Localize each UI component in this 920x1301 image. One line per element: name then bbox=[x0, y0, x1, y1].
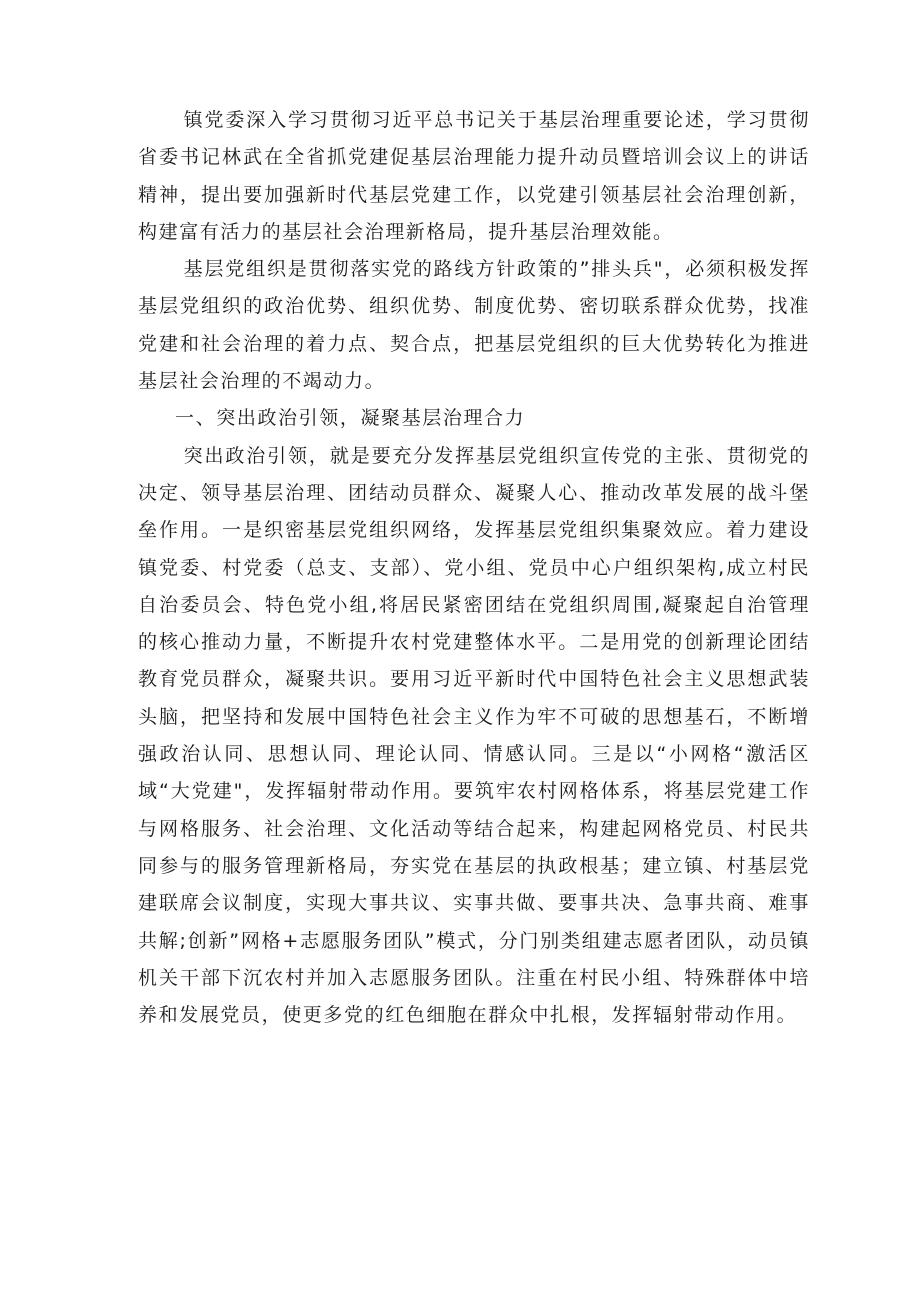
paragraph-intro: 镇党委深入学习贯彻习近平总书记关于基层治理重要论述，学习贯彻省委书记林武在全省抓党建促基层治理能力提升动员暨培训会议上的讲话精神，提出要加强新时代基层党建工作，以党建引领基层社会治理创新，构建富有活力的基层社会治理新格局，提升基层治理效能。 bbox=[138, 109, 810, 243]
paragraph-political-leadership: 突出政治引领，就是要充分发挥基层党组织宣传党的主张、贯彻党的决定、领导基层治理、团结动员群众、凝聚人心、推动改革发展的战斗堡垒作用。一是织密基层党组织网络，发挥基层党组织集聚效应。着力建设镇党委、村党委（总支、支部）、党小组、党员中心户组织架构,成立村民自治委员会、特色党小组,将居民紧密团结在党组织周围,凝聚起自治管理的核心推动力量，不断提升农村党建整体水平。二是用党的创新理论团结教育党员群众，凝聚共识。要用习近平新时代中国特色社会主义思想武装头脑，把坚持和发展中国特色社会主义作为牢不可破的思想基石，不断增强政治认同、思想认同、理论认同、情感认同。三是以“小网格“激活区域“大党建"，发挥辐射带动作用。要筑牢农村网格体系，将基层党建工作与网格服务、社会治理、文化活动等结合起来，构建起网格党员、村民共同参与的服务管理新格局，夯实党在基层的执政根基；建立镇、村基层党建联席会议制度，实现大事共议、实事共做、要事共决、急事共商、难事共解;创新”网格+志愿服务团队”模式，分门别类组建志愿者团队，动员镇机关干部下沉农村并加入志愿服务团队。注重在村民小组、特殊群体中培养和发展党员，使更多党的红色细胞在群众中扎根，发挥辐射带动作用。 bbox=[138, 444, 810, 1027]
section-heading-1: 一、突出政治引领，凝聚基层治理合力 bbox=[175, 407, 526, 430]
document-page bbox=[138, 102, 810, 1034]
paragraph-role: 基层党组织是贯彻落实党的路线方针政策的”排头兵"，必须积极发挥基层党组织的政治优势、组织优势、制度优势、密切联系群众优势，找准党建和社会治理的着力点、契合点，把基层党组织的巨大优势转化为推进基层社会治理的不竭动力。 bbox=[138, 258, 810, 393]
